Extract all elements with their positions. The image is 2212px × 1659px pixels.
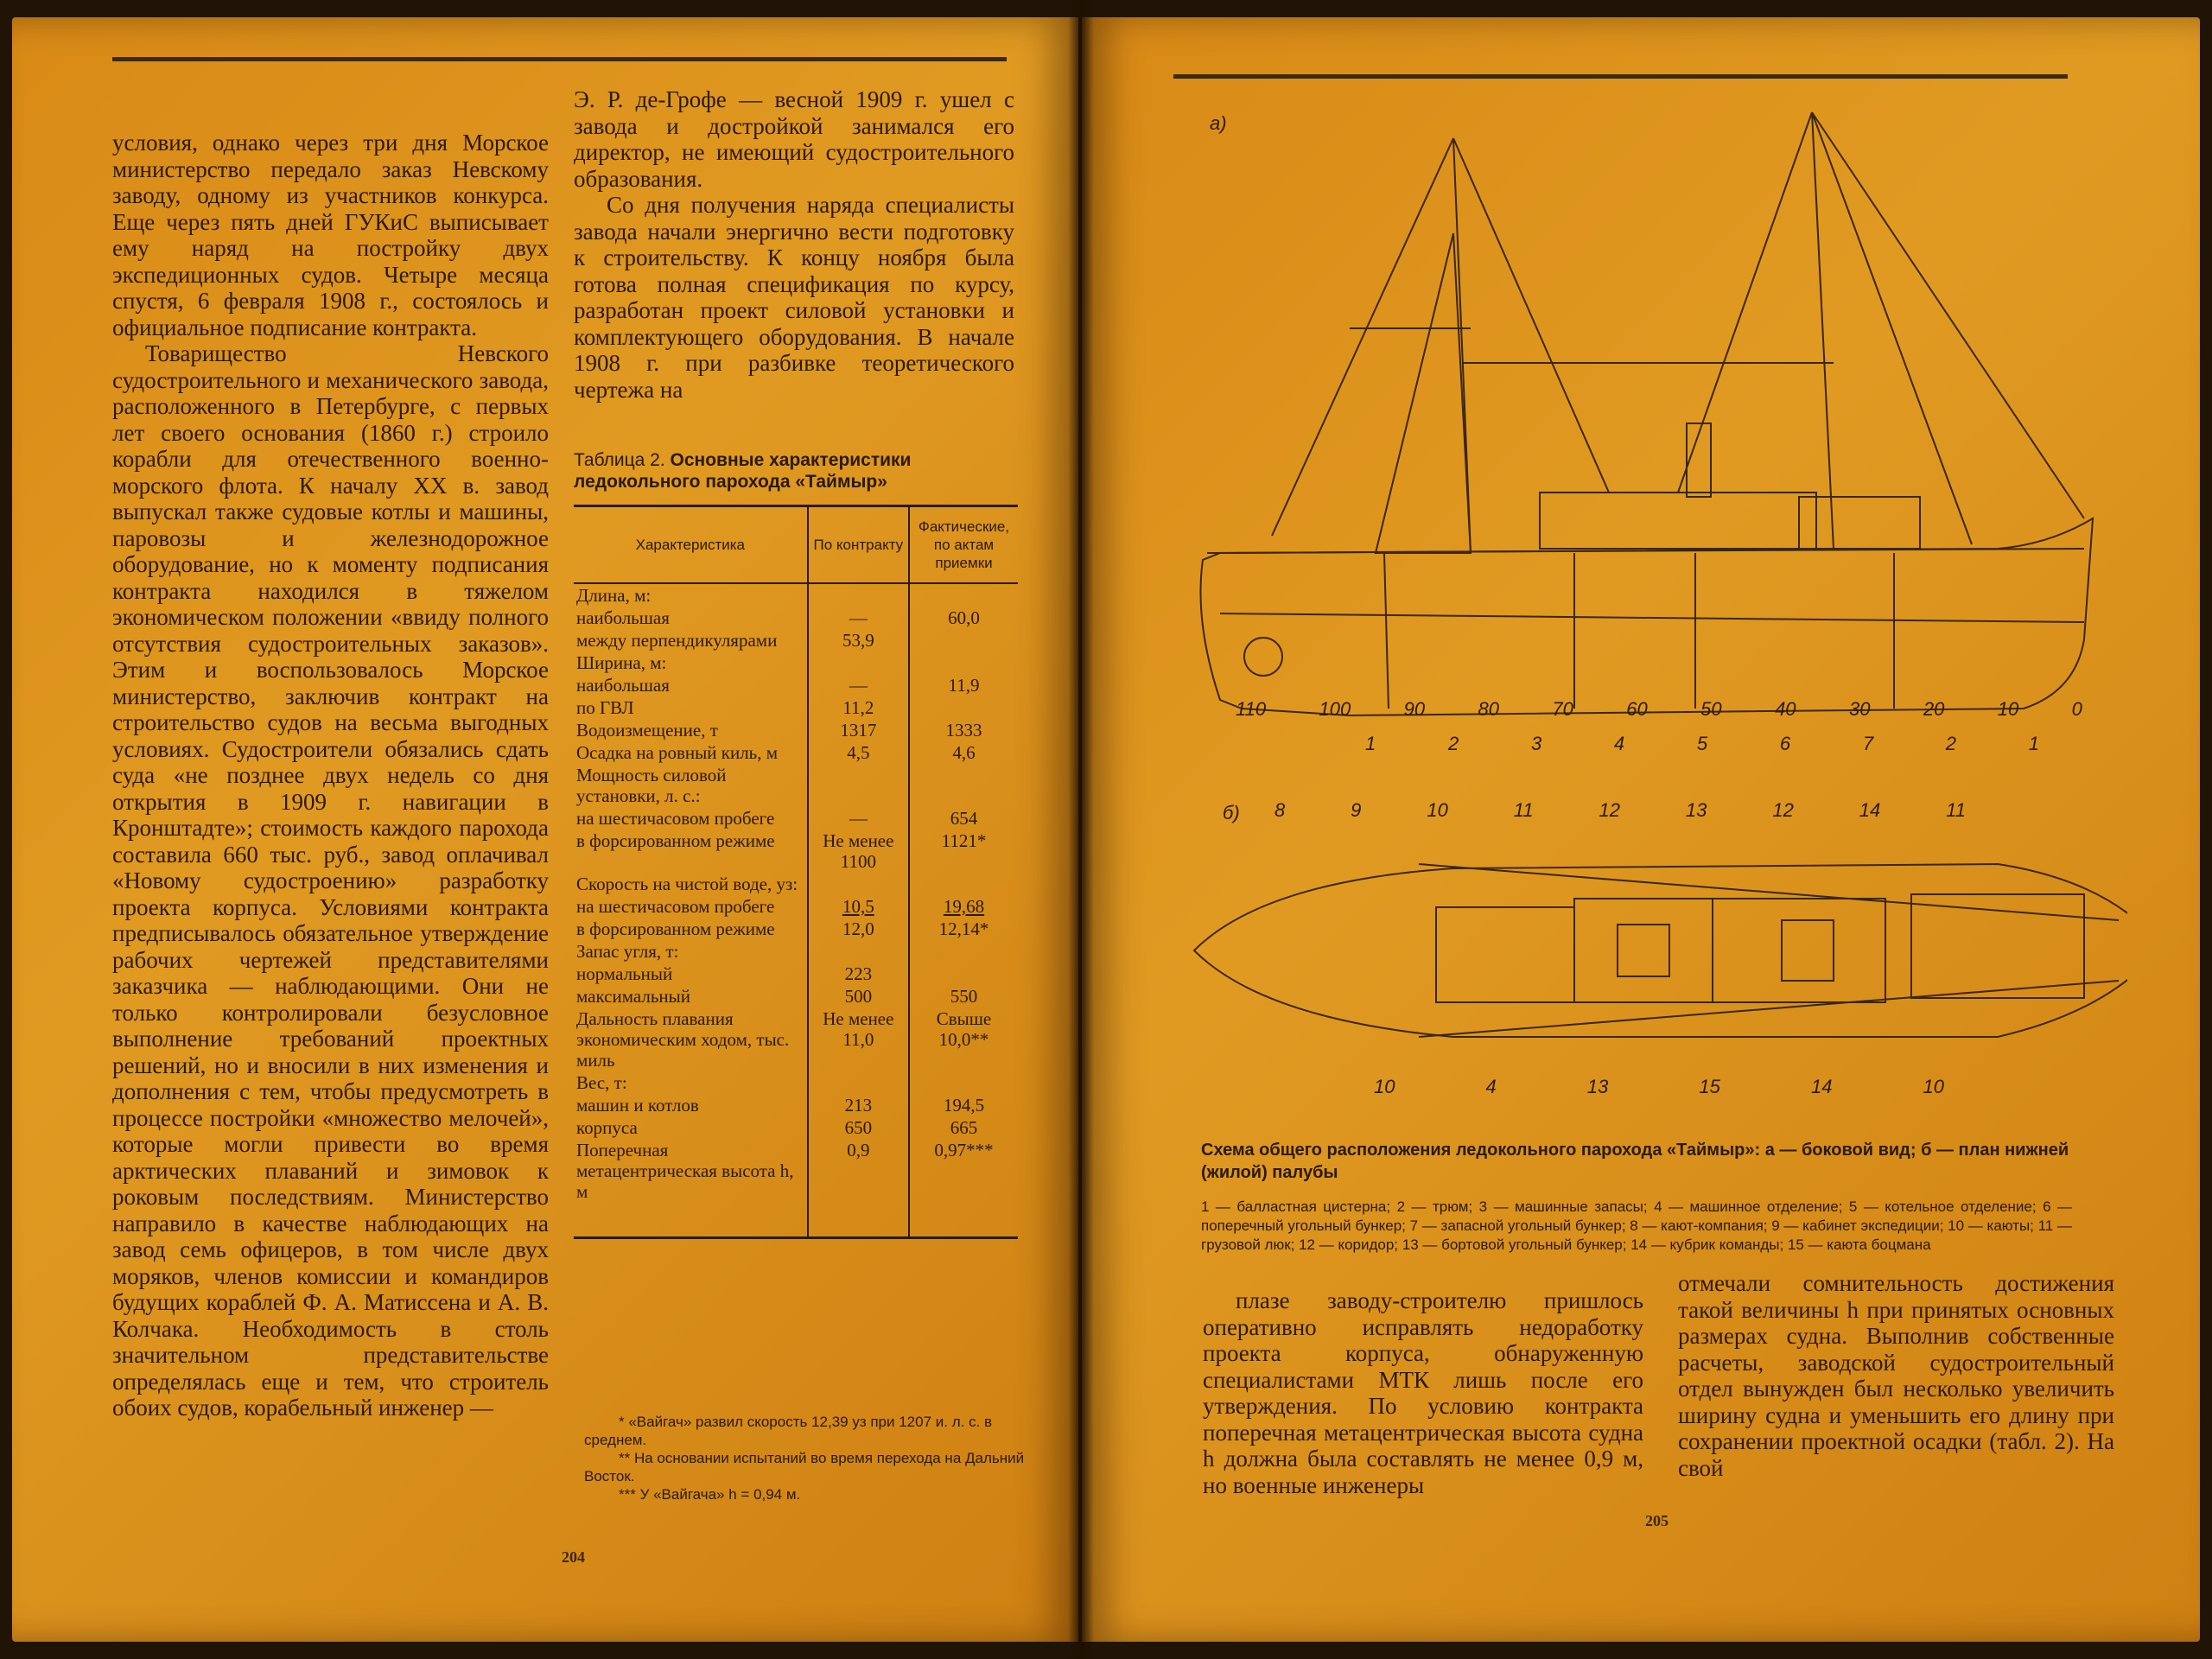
figure-caption-title: Схема общего расположения ледокольного парохода «Таймыр»: а — боковой вид; б — план нижней (жилой) палубы <box>1201 1141 2069 1182</box>
table-row <box>574 1094 1018 1116</box>
column-header-actual: Фактические, по актам приемки <box>909 506 1018 584</box>
table-header-row <box>574 506 1018 584</box>
callout-number: 4 <box>1485 1076 1497 1097</box>
callout-number: 2 <box>1945 733 1957 754</box>
cell-actual: 12,14* <box>938 918 989 939</box>
cell-actual <box>909 629 1018 652</box>
column-header-characteristic: Характеристика <box>574 506 808 584</box>
callout-number: 14 <box>1859 799 1881 821</box>
station-mark: 60 <box>1626 698 1648 720</box>
cell-characteristic: по ГВЛ <box>574 696 808 719</box>
cell-contract: 0,9 <box>808 1139 909 1238</box>
cell-characteristic: Поперечная метацентрическая высота h, м <box>574 1139 808 1238</box>
cell-contract <box>808 873 909 895</box>
callout-number: 11 <box>1946 799 1966 821</box>
left-column-2 <box>574 86 1014 403</box>
cell-actual <box>909 583 1018 607</box>
station-mark: 100 <box>1319 698 1351 720</box>
table-row <box>574 1007 1018 1071</box>
figure-caption <box>1201 1139 2072 1255</box>
table-caption-prefix: Таблица 2. <box>574 450 665 470</box>
cell-contract: 4,5 <box>808 741 909 764</box>
table-row <box>574 873 1018 895</box>
cell-contract: — <box>808 607 909 629</box>
cell-contract: 650 <box>808 1116 909 1139</box>
table-footnotes <box>584 1413 1025 1503</box>
callout-number: 15 <box>1699 1076 1720 1097</box>
callout-number: 10 <box>1427 799 1448 821</box>
table-row <box>574 629 1018 652</box>
paragraph: Товарищество Невского судостроительного и механического завода, расположенного в Петербурге, с первых лет своего основания (1860 г.) строило корабли для отечественного военно-морского флота. К началу XX в. завод выпускал также судовые котлы и машины, паровозы и железнодорожное оборудование, но к моменту подписания контракта находился в тяжелом экономическом положении «ввиду полного отсутствия судостроительных заказов». Этим и воспользовалось Морское министерство, заключив контракт на строительство судов на весьма выгодных условиях. Судостроители обязались сдать суда «не позднее двух недель со дня открытия в 1909 г. навигации в Кронштадте»; стоимость каждого парохода составила 660 тыс. руб., завод оплачивал «Новому судостроению» разработку проекта корпуса. Условиями контракта предписывалось обязательное утверждение рабочих чертежей представителями заказчика — наблюдающими. Они не только контролировали безусловное выполнение требований проектных решений, но и вносили в них изменения и дополнения с тем, чтобы предусмотреть в процессе постройки «множество мелочей», которые могли привести во время арктических плаваний и зимовок к роковым последствиям. Министерство направило в качестве наблюдающих на завод семь офицеров, в том числе двух моряков, членов комиссии и командиров будущих кораблей Ф. А. Матиссена и А. В. Колчака. Необходимость в столь значительном представительстве определялась еще и тем, что строитель обоих судов, корабельный инженер — <box>112 340 549 1421</box>
waterline <box>1220 613 2084 622</box>
cell-contract: 12,0 <box>808 918 909 940</box>
table-row <box>574 1139 1018 1238</box>
callout-number: 12 <box>1772 799 1794 821</box>
table-row <box>574 652 1018 674</box>
fore-mast <box>1812 112 1834 549</box>
cell-contract <box>808 652 909 674</box>
propeller <box>1244 638 1282 676</box>
cell-characteristic: в форсированном режиме <box>574 830 808 873</box>
specifications-table <box>574 505 1018 1239</box>
cell-characteristic: Осадка на ровный киль, м <box>574 741 808 764</box>
callout-number: 9 <box>1351 799 1362 821</box>
callout-number: 1 <box>1365 733 1376 754</box>
cell-actual: 550 <box>950 986 978 1007</box>
cell-characteristic: нормальный <box>574 963 808 985</box>
cell-contract: 10,5 <box>808 895 909 918</box>
paragraph: Э. Р. де-Грофе — весной 1909 г. ушел с завода и достройкой занимался его директор, не имеющий судостроительного образования. <box>574 86 1014 192</box>
cell-contract: Не менее 11,0 <box>808 1007 909 1071</box>
cell-characteristic: Запас угля, т: <box>574 940 808 963</box>
callout-number: 14 <box>1810 1076 1833 1097</box>
paragraph: отмечали сомнительность достижения такой величины h при принятых основных размерах судна. Выполнив собственные расчеты, заводской судостроительный отдел вынужден был несколько увеличить ширину судна и уменьшить его длину при сохранении проектной осадки (табл. 2). На свой <box>1678 1270 2114 1481</box>
callout-number: 2 <box>1447 733 1459 754</box>
cell-characteristic: Водоизмещение, т <box>574 719 808 741</box>
cell-characteristic: на шестичасовом пробеге <box>574 807 808 830</box>
callout-number: 10 <box>1923 1076 1944 1097</box>
cell-characteristic: корпуса <box>574 1116 808 1139</box>
table-row <box>574 1116 1018 1139</box>
cell-actual <box>909 1071 1018 1094</box>
cell-contract: 213 <box>808 1094 909 1116</box>
cell-characteristic: машин и котлов <box>574 1094 808 1116</box>
footnote: *** У «Вайгача» h = 0,94 м. <box>619 1486 801 1503</box>
station-mark: 0 <box>2071 698 2082 720</box>
left-header-rule <box>112 57 1007 61</box>
station-mark: 10 <box>1997 698 2019 720</box>
cell-characteristic: наибольшая <box>574 674 808 696</box>
cell-contract: 223 <box>808 963 909 985</box>
callout-number: 13 <box>1586 1076 1609 1097</box>
callout-number: 11 <box>1513 799 1534 821</box>
right-column-2 <box>1678 1270 2114 1481</box>
callout-number: 5 <box>1696 733 1708 754</box>
cell-contract: — <box>808 807 909 830</box>
paragraph: условия, однако через три дня Морское министерство передало заказ Невскому заводу, одному из участников конкурса. Еще через пять дней ГУКиС выписывает ему наряд на постройку двух экспедиционных судов. Четыре месяца спустя, 6 февраля 1908 г., состоялось и официальное подписание контракта. <box>112 130 549 340</box>
cell-actual: 1333 <box>945 720 982 741</box>
callout-number: 3 <box>1530 733 1542 754</box>
table-row <box>574 696 1018 719</box>
cell-contract: Не менее 1100 <box>808 830 909 873</box>
cell-contract: — <box>808 674 909 696</box>
table-row <box>574 719 1018 741</box>
ship-drawing <box>1090 104 2127 1106</box>
table-row <box>574 764 1018 807</box>
station-mark: 80 <box>1478 698 1499 720</box>
footnote: * «Вайгач» развил скорость 12,39 уз при 1207 и. л. с. в среднем. <box>584 1414 993 1448</box>
table-row <box>574 607 1018 629</box>
station-mark: 50 <box>1700 698 1722 720</box>
deckhouse <box>1540 493 1816 549</box>
page-number-left: 204 <box>562 1548 585 1566</box>
table-row <box>574 963 1018 985</box>
cell-actual: 19,68 <box>943 896 985 917</box>
cell-contract: 1317 <box>808 719 909 741</box>
cell-contract <box>808 583 909 607</box>
callout-number: 12 <box>1599 799 1620 821</box>
cell-actual: 60,0 <box>948 607 980 628</box>
station-mark: 110 <box>1236 698 1267 720</box>
callout-number: 7 <box>1862 733 1874 754</box>
column-header-contract: По контракту <box>808 506 909 584</box>
cell-characteristic: Вес, т: <box>574 1071 808 1094</box>
table-caption <box>574 449 971 493</box>
cell-actual: 0,97*** <box>909 1139 1018 1238</box>
table-caption-title: Основные характеристики ледокольного парохода «Таймыр» <box>574 450 912 492</box>
cell-characteristic: Дальность плавания экономическим ходом, тыс. миль <box>574 1007 808 1071</box>
table-row <box>574 807 1018 830</box>
cell-actual <box>909 652 1018 674</box>
label-side-view: а) <box>1210 112 1227 134</box>
cell-actual: 4,6 <box>952 742 976 763</box>
station-mark: 20 <box>1923 698 1945 720</box>
cell-actual <box>909 696 1018 719</box>
callout-number: 1 <box>2028 733 2039 754</box>
right-column-1 <box>1203 1287 1643 1498</box>
station-mark: 90 <box>1403 698 1426 720</box>
table-row <box>574 583 1018 607</box>
cell-characteristic: в форсированном режиме <box>574 918 808 940</box>
cell-characteristic: Скорость на чистой воде, уз: <box>574 873 808 895</box>
cell-actual: 1121* <box>941 830 987 851</box>
left-column-1 <box>112 130 549 1421</box>
callout-number: 10 <box>1374 1076 1395 1097</box>
page-number-right: 205 <box>1645 1512 1669 1529</box>
station-mark: 70 <box>1552 698 1573 720</box>
cell-actual: 665 <box>950 1117 978 1138</box>
callout-number: 4 <box>1613 733 1625 754</box>
cell-actual: 654 <box>950 808 978 829</box>
cell-characteristic: Ширина, м: <box>574 652 808 674</box>
table-row <box>574 1071 1018 1094</box>
cell-actual: Свыше 10,0** <box>936 1008 992 1050</box>
cell-characteristic: на шестичасовом пробеге <box>574 895 808 918</box>
cell-actual: 11,9 <box>948 675 980 696</box>
table-row <box>574 895 1018 918</box>
cell-contract: 500 <box>808 985 909 1007</box>
cell-characteristic: Мощность силовой установки, л. с.: <box>574 764 808 807</box>
cell-actual: 194,5 <box>943 1095 985 1116</box>
callout-number: 13 <box>1685 799 1707 821</box>
callout-number: 6 <box>1779 733 1791 754</box>
paragraph: плазе заводу-строителю пришлось оперативно исправлять недоработку проекта корпуса, обнаруженную специалистами МТК лишь после его утверждения. По условию контракта поперечная метацентрическая высота судна h должна была составлять не менее 0,9 м, но военные инженеры <box>1203 1287 1643 1498</box>
cell-contract <box>808 1071 909 1094</box>
cell-actual <box>909 873 1018 895</box>
deck-plan-outline <box>1194 864 2127 1037</box>
callout-number: 8 <box>1274 799 1286 821</box>
table-row <box>574 940 1018 963</box>
cell-characteristic: Длина, м: <box>574 583 808 607</box>
table-row <box>574 830 1018 873</box>
station-mark: 40 <box>1775 698 1796 720</box>
table-row <box>574 918 1018 940</box>
cell-contract <box>808 764 909 807</box>
table-row <box>574 674 1018 696</box>
paragraph: Со дня получения наряда специалисты завода начали энергично вести подготовку к строительству. К концу ноября была готова полная спецификация по курсу, разработан проект силовой установки и комплектующего оборудования. В начале 1908 г. при разбивке теоретического чертежа на <box>574 192 1014 403</box>
figure-legend: 1 — балластная цистерна; 2 — трюм; 3 — машинные запасы; 4 — машинное отделение; 5 — котельное отделение; 6 — поперечный угольный бункер; 7 — запасной угольный бункер; 8 — кают-компания; 9 — кабинет экспедиции; 10 — каюты; 11 — грузовой люк; 12 — коридор; 13 — бортовой угольный бункер; 14 — кубрик команды; 15 — каюта боцмана <box>1201 1198 2072 1253</box>
right-header-rule <box>1173 74 2068 79</box>
cell-characteristic: наибольшая <box>574 607 808 629</box>
cell-characteristic: между перпендикулярами <box>574 629 808 652</box>
cell-actual <box>909 940 1018 963</box>
cell-contract: 11,2 <box>808 696 909 719</box>
label-plan-view: б) <box>1223 802 1240 823</box>
cell-contract <box>808 940 909 963</box>
footnote: ** На основании испытаний во время перехода на Дальний Восток. <box>584 1450 1025 1484</box>
cell-contract: 53,9 <box>808 629 909 652</box>
cell-characteristic: максимальный <box>574 985 808 1007</box>
station-mark: 30 <box>1848 698 1871 720</box>
cell-actual <box>909 764 1018 807</box>
table-row <box>574 985 1018 1007</box>
table-row <box>574 741 1018 764</box>
cell-actual <box>909 963 1018 985</box>
